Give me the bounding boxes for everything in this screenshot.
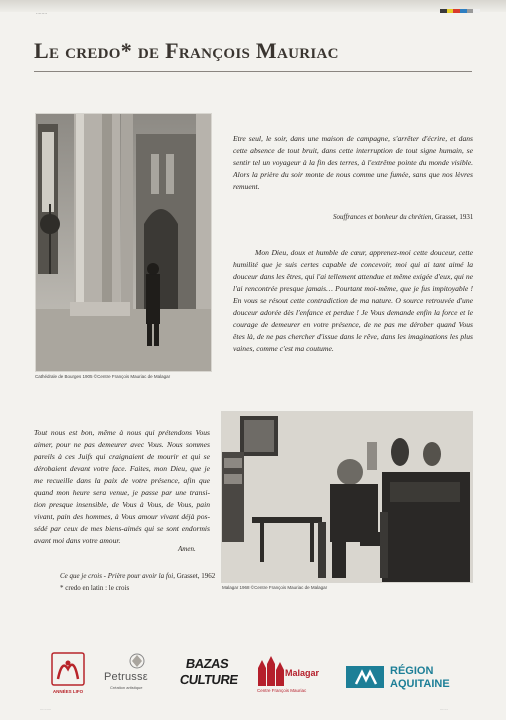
text-line: En vous se résout cette contradiction de ma nature. O source retrouvée d'une xyxy=(233,296,473,305)
print-mark: .......... xyxy=(40,706,52,711)
closing-amen: Amen. xyxy=(178,545,196,553)
text-line: humilité que je suis certes capable de concevoir, moi qui ai tant aimé la xyxy=(233,260,473,269)
footnote: * credo en latin : le crois xyxy=(60,584,130,592)
text-line: dérobaient devant votre face. Faites, mon Dieu, que je xyxy=(34,464,210,473)
text-line: vivant, pain des hommes, à Vous amour vivant déjà pos- xyxy=(34,512,210,521)
bazas-logo-line1: BAZAS xyxy=(184,656,230,671)
text-line: courage de demeurer en votre présence, de ne pas me dérober quand Vous xyxy=(233,320,473,329)
region-aquitaine-logo xyxy=(346,664,476,694)
text-line: me recueille dans la paix de votre présence, afin que xyxy=(34,476,210,485)
malagar-logo-sub: Centre François Mauriac xyxy=(257,688,307,693)
sponsor-logos xyxy=(0,648,506,704)
text-line: cette absence de tout bruit, dans cette interruption de tout signe humain, se xyxy=(233,146,473,155)
text-line: sentir tel un voyageur à la fin des terres, à l'extrême pointe du monde visible. xyxy=(233,158,473,167)
text-line: Etre seul, le soir, dans une maison de campagne, s'arrêter d'écrire, et dans xyxy=(233,134,473,143)
malagar-logo xyxy=(255,652,335,696)
text-line: quand mon heure sera venue, je passe par une transi- xyxy=(34,488,210,497)
text-line: vaines, comme c'est ma coutume. xyxy=(233,344,334,353)
print-mark: ....... xyxy=(440,706,448,711)
text-line: aimer, pour ne pas demeurer avec Vous. Nous sommes xyxy=(34,440,210,449)
print-color-bar xyxy=(440,9,480,13)
source-citation: Ce que je crois - Prière pour avoir la foi, Grasset, 1962 xyxy=(60,572,216,580)
region-logo-line2: AQUITAINE xyxy=(390,678,450,690)
text-line: pareils à ces Juifs qui craignaient de mourir et qui se xyxy=(34,452,210,461)
text-line: Tout nous est bon, même à nous qui prétendons Vous xyxy=(34,428,210,437)
mauriac-seated-photo xyxy=(221,411,473,583)
quote-passage-3 xyxy=(34,427,210,547)
title-rule xyxy=(34,71,472,72)
cathedral-photo xyxy=(35,113,212,372)
text-line: êtes là, de ne pas chercher d'issue dans le rêve, dans les imaginations les plus xyxy=(233,332,473,341)
print-mark: ........ xyxy=(36,10,48,16)
malagar-logo-name: Malagar xyxy=(285,668,320,678)
source-citation: Souffrances et bonheur du chrétien, Grasset, 1931 xyxy=(333,213,474,221)
text-line: Alors la prière du soir monte de nous comme une fumée, sans que nos lèvres xyxy=(233,170,473,179)
ames-logo-label: ANNÉES LIFO xyxy=(52,689,84,694)
text-line: douceur dans les êtres, qui l'ai tellement attendue et même exigée d'eux, qui ne xyxy=(233,272,473,281)
petrusse-logo xyxy=(104,651,170,697)
bazas-logo-line2: CULTURE xyxy=(178,672,239,687)
text-line: l'ai rencontrée presque jamais… Pourtant moi-même, que je fus impitoyable ! xyxy=(233,284,473,293)
ames-logo xyxy=(48,651,88,697)
petrusse-logo-sub: Création artistique xyxy=(110,685,143,690)
bazas-culture-logo xyxy=(180,652,240,696)
text-line: avant moi dans votre amour. xyxy=(34,536,121,545)
text-line: Mon Dieu, doux et humble de cœur, apprenez-moi cette douceur, cette xyxy=(255,248,473,257)
text-line: sédé par ceux de mes biens-aimés qui se sont endormis xyxy=(34,524,210,533)
region-logo-line1: RÉGION xyxy=(390,665,434,677)
photo-caption: Malagar 1968 ©Centre François Mauriac de Malagar xyxy=(222,585,328,590)
text-line: tion presque insensible, de Vous à Vous, de Vous, pain xyxy=(34,500,210,509)
page-title: Le credo* de François Mauriac xyxy=(34,38,339,63)
page-top-edge xyxy=(0,0,506,12)
region-logo-mark xyxy=(346,666,384,688)
petrusse-logo-name: Petrussε xyxy=(104,671,148,683)
photo-caption: Cathédrale de Bourges 1905 ©Centre François Mauriac de Malagar xyxy=(35,374,171,379)
text-line: douceur adorée dès l'enfance et perdue ! Je Vous demande enfin la force et le xyxy=(233,308,473,317)
text-line: remuent. xyxy=(233,182,260,191)
quote-passage-2 xyxy=(233,247,473,355)
quote-passage-1 xyxy=(233,133,473,193)
